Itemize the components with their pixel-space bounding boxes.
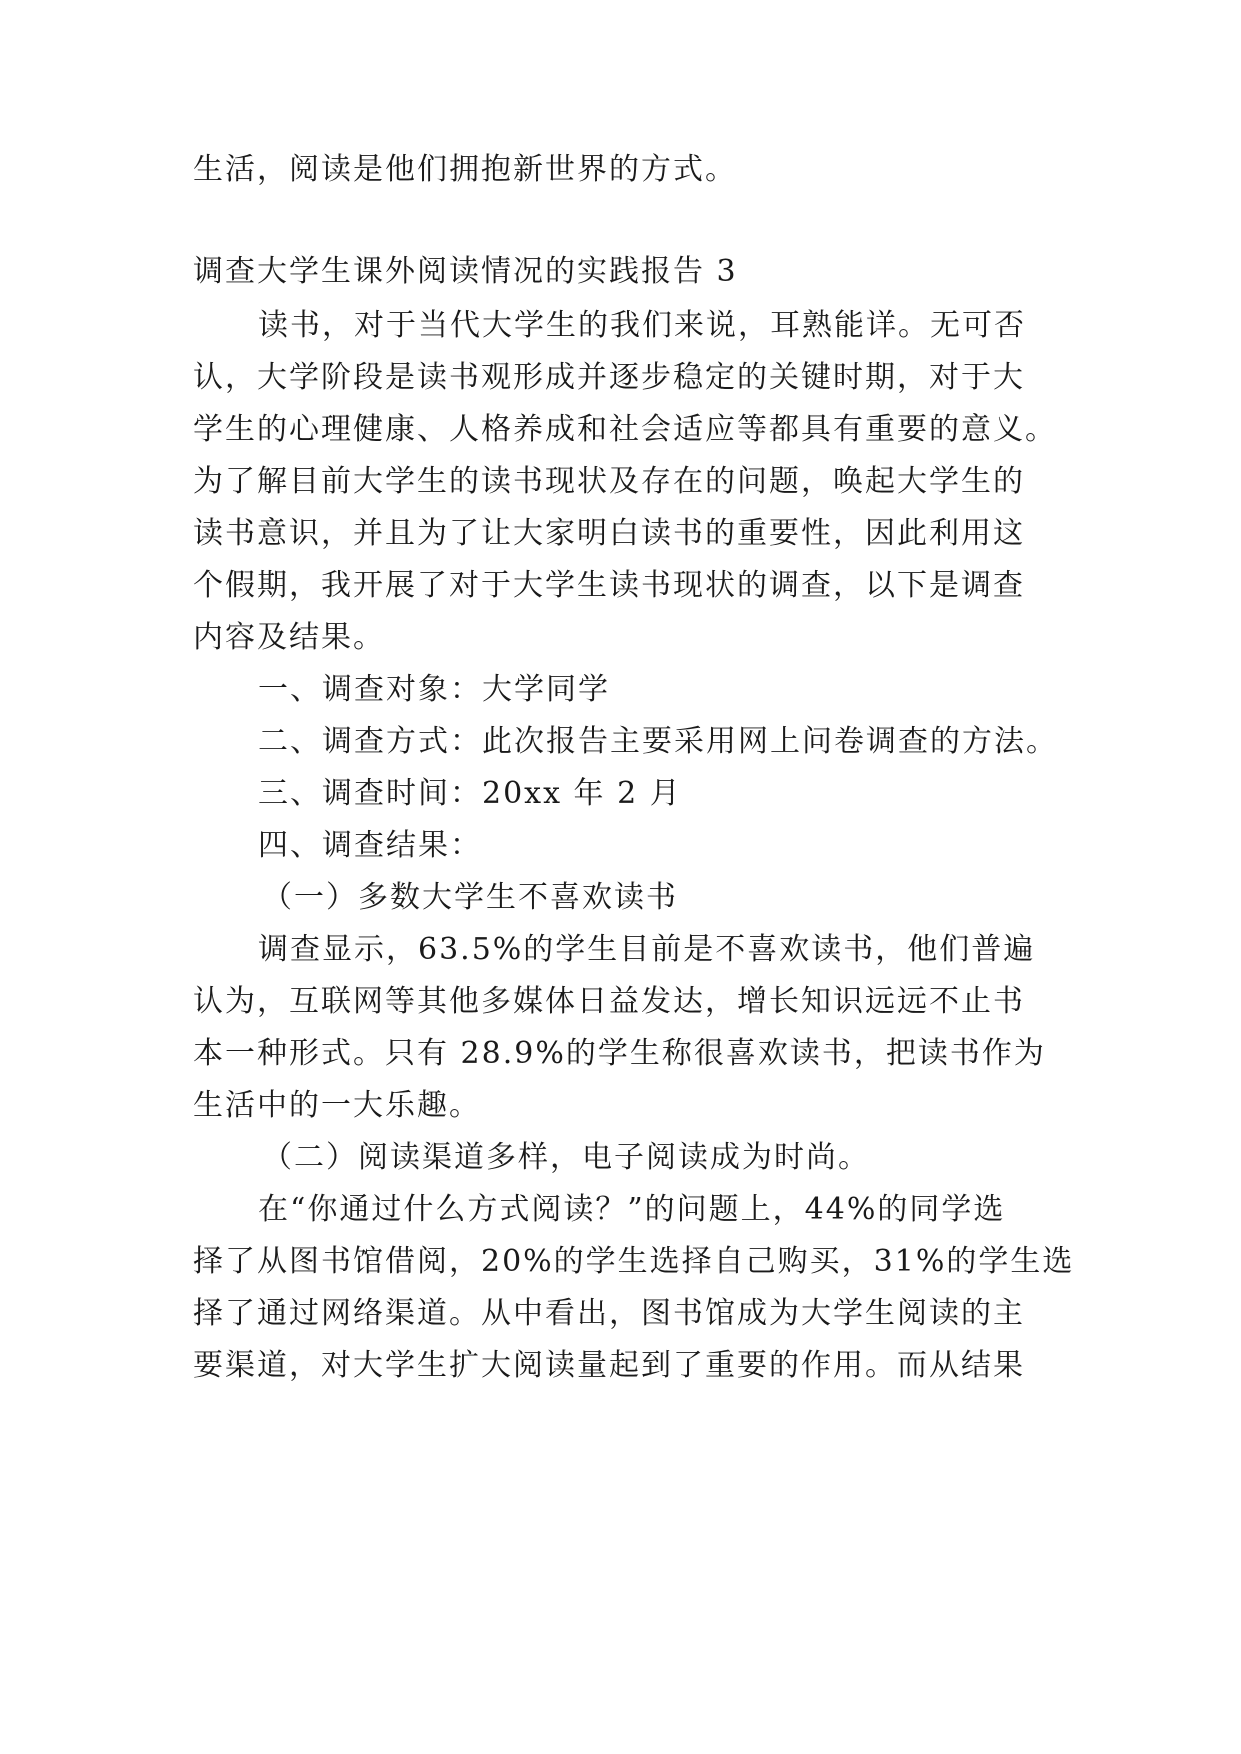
paragraph-line: 要渠道，对大学生扩大阅读量起到了重要的作用。而从结果 [193, 1348, 1025, 1383]
paragraph-line: 为了解目前大学生的读书现状及存在的问题，唤起大学生的 [193, 464, 1025, 499]
paragraph-line: 择了通过网络渠道。从中看出，图书馆成为大学生阅读的主 [193, 1296, 1025, 1331]
subsection-heading: （一）多数大学生不喜欢读书 [262, 880, 678, 915]
paragraph-line: 调查显示，63.5%的学生目前是不喜欢读书，他们普遍 [258, 932, 1036, 967]
paragraph-line: 内容及结果。 [193, 620, 385, 655]
paragraph-line: 生活，阅读是他们拥抱新世界的方式。 [193, 152, 737, 187]
list-item: 二、调查方式：此次报告主要采用网上问卷调查的方法。 [258, 724, 1058, 759]
subsection-heading: （二）阅读渠道多样，电子阅读成为时尚。 [262, 1140, 870, 1175]
paragraph-line: 读书，对于当代大学生的我们来说，耳熟能详。无可否 [258, 308, 1026, 343]
paragraph-line: 在“你通过什么方式阅读？”的问题上，44%的同学选 [258, 1192, 1006, 1227]
paragraph-line: 认，大学阶段是读书观形成并逐步稳定的关键时期，对于大 [193, 360, 1025, 395]
paragraph-line: 学生的心理健康、人格养成和社会适应等都具有重要的意义。 [193, 412, 1057, 447]
paragraph-line: 读书意识，并且为了让大家明白读书的重要性，因此利用这 [193, 516, 1025, 551]
paragraph-line: 择了从图书馆借阅，20%的学生选择自己购买，31%的学生选 [193, 1244, 1075, 1279]
list-item: 一、调查对象：大学同学 [258, 672, 610, 707]
list-item: 四、调查结果： [258, 828, 482, 863]
list-item: 三、调查时间：20xx 年 2 月 [258, 776, 682, 811]
paragraph-line: 本一种形式。只有 28.9%的学生称很喜欢读书，把读书作为 [193, 1036, 1046, 1071]
paragraph-line: 认为，互联网等其他多媒体日益发达，增长知识远远不止书 [193, 984, 1025, 1019]
section-heading: 调查大学生课外阅读情况的实践报告 3 [193, 254, 738, 289]
paragraph-line: 个假期，我开展了对于大学生读书现状的调查，以下是调查 [193, 568, 1025, 603]
paragraph-line: 生活中的一大乐趣。 [193, 1088, 481, 1123]
